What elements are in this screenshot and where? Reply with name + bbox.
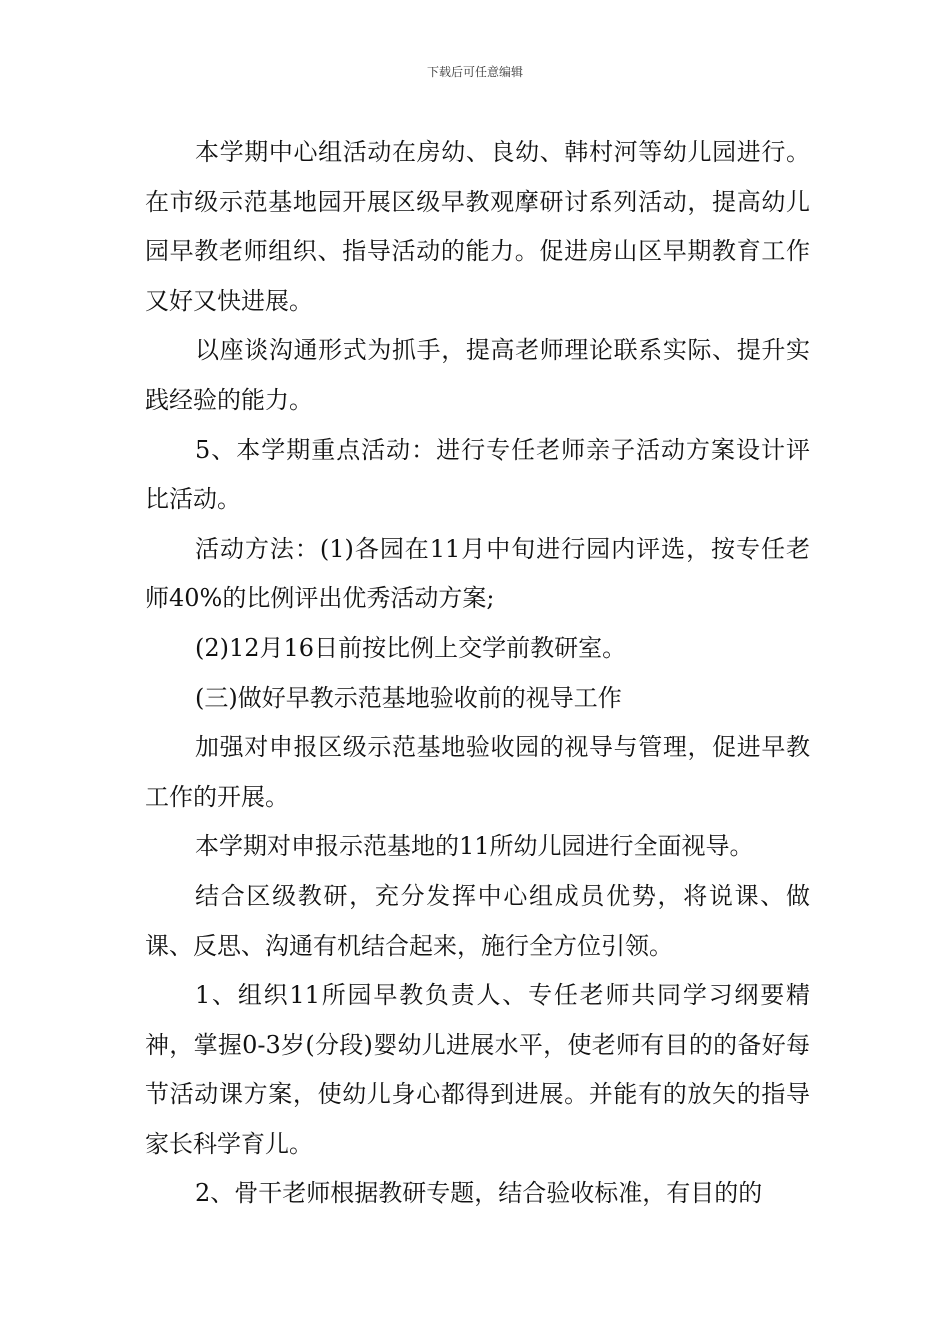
paragraph-6: (三)做好早教示范基地验收前的视导工作: [195, 683, 622, 712]
document-body: [145, 128, 810, 1219]
paragraph-2: 以座谈沟通形式为抓手，提高老师理论联系实际、提升实践经验的能力。: [145, 336, 810, 414]
paragraph-9: 结合区级教研，充分发挥中心组成员优势，将说课、做课、反思、沟通有机结合起来，施行全方位引领。: [145, 881, 810, 960]
paragraph-4: 活动方法：(1)各园在11月中旬进行园内评选，按专任老师40%的比例评出优秀活动方案;: [145, 534, 810, 613]
paragraph-1: 本学期中心组活动在房幼、良幼、韩村河等幼儿园进行。在市级示范基地园开展区级早教观摩研讨系列活动，提高幼儿园早教老师组织、指导活动的能力。促进房山区早期教育工作又好又快进展。: [145, 138, 810, 315]
paragraph-8: 本学期对申报示范基地的11所幼儿园进行全面视导。: [195, 832, 754, 861]
paragraph-3: 5、本学期重点活动：进行专任老师亲子活动方案设计评比活动。: [145, 435, 810, 514]
page-header: 下载后可任意编辑: [426, 65, 523, 79]
paragraph-10: 1、组织11所园早教负责人、专任老师共同学习纲要精神，掌握0-3岁(分段)婴幼儿进展水平，使老师有目的的备好每节活动课方案，使幼儿身心都得到进展。并能有的放矢的指导家长科学育儿。: [145, 981, 810, 1158]
paragraph-11: 2、骨干老师根据教研专题，结合验收标准，有目的的: [195, 1179, 763, 1208]
paragraph-5: (2)12月16日前按比例上交学前教研室。: [195, 633, 627, 662]
paragraph-7: 加强对申报区级示范基地验收园的视导与管理，促进早教工作的开展。: [145, 733, 810, 811]
